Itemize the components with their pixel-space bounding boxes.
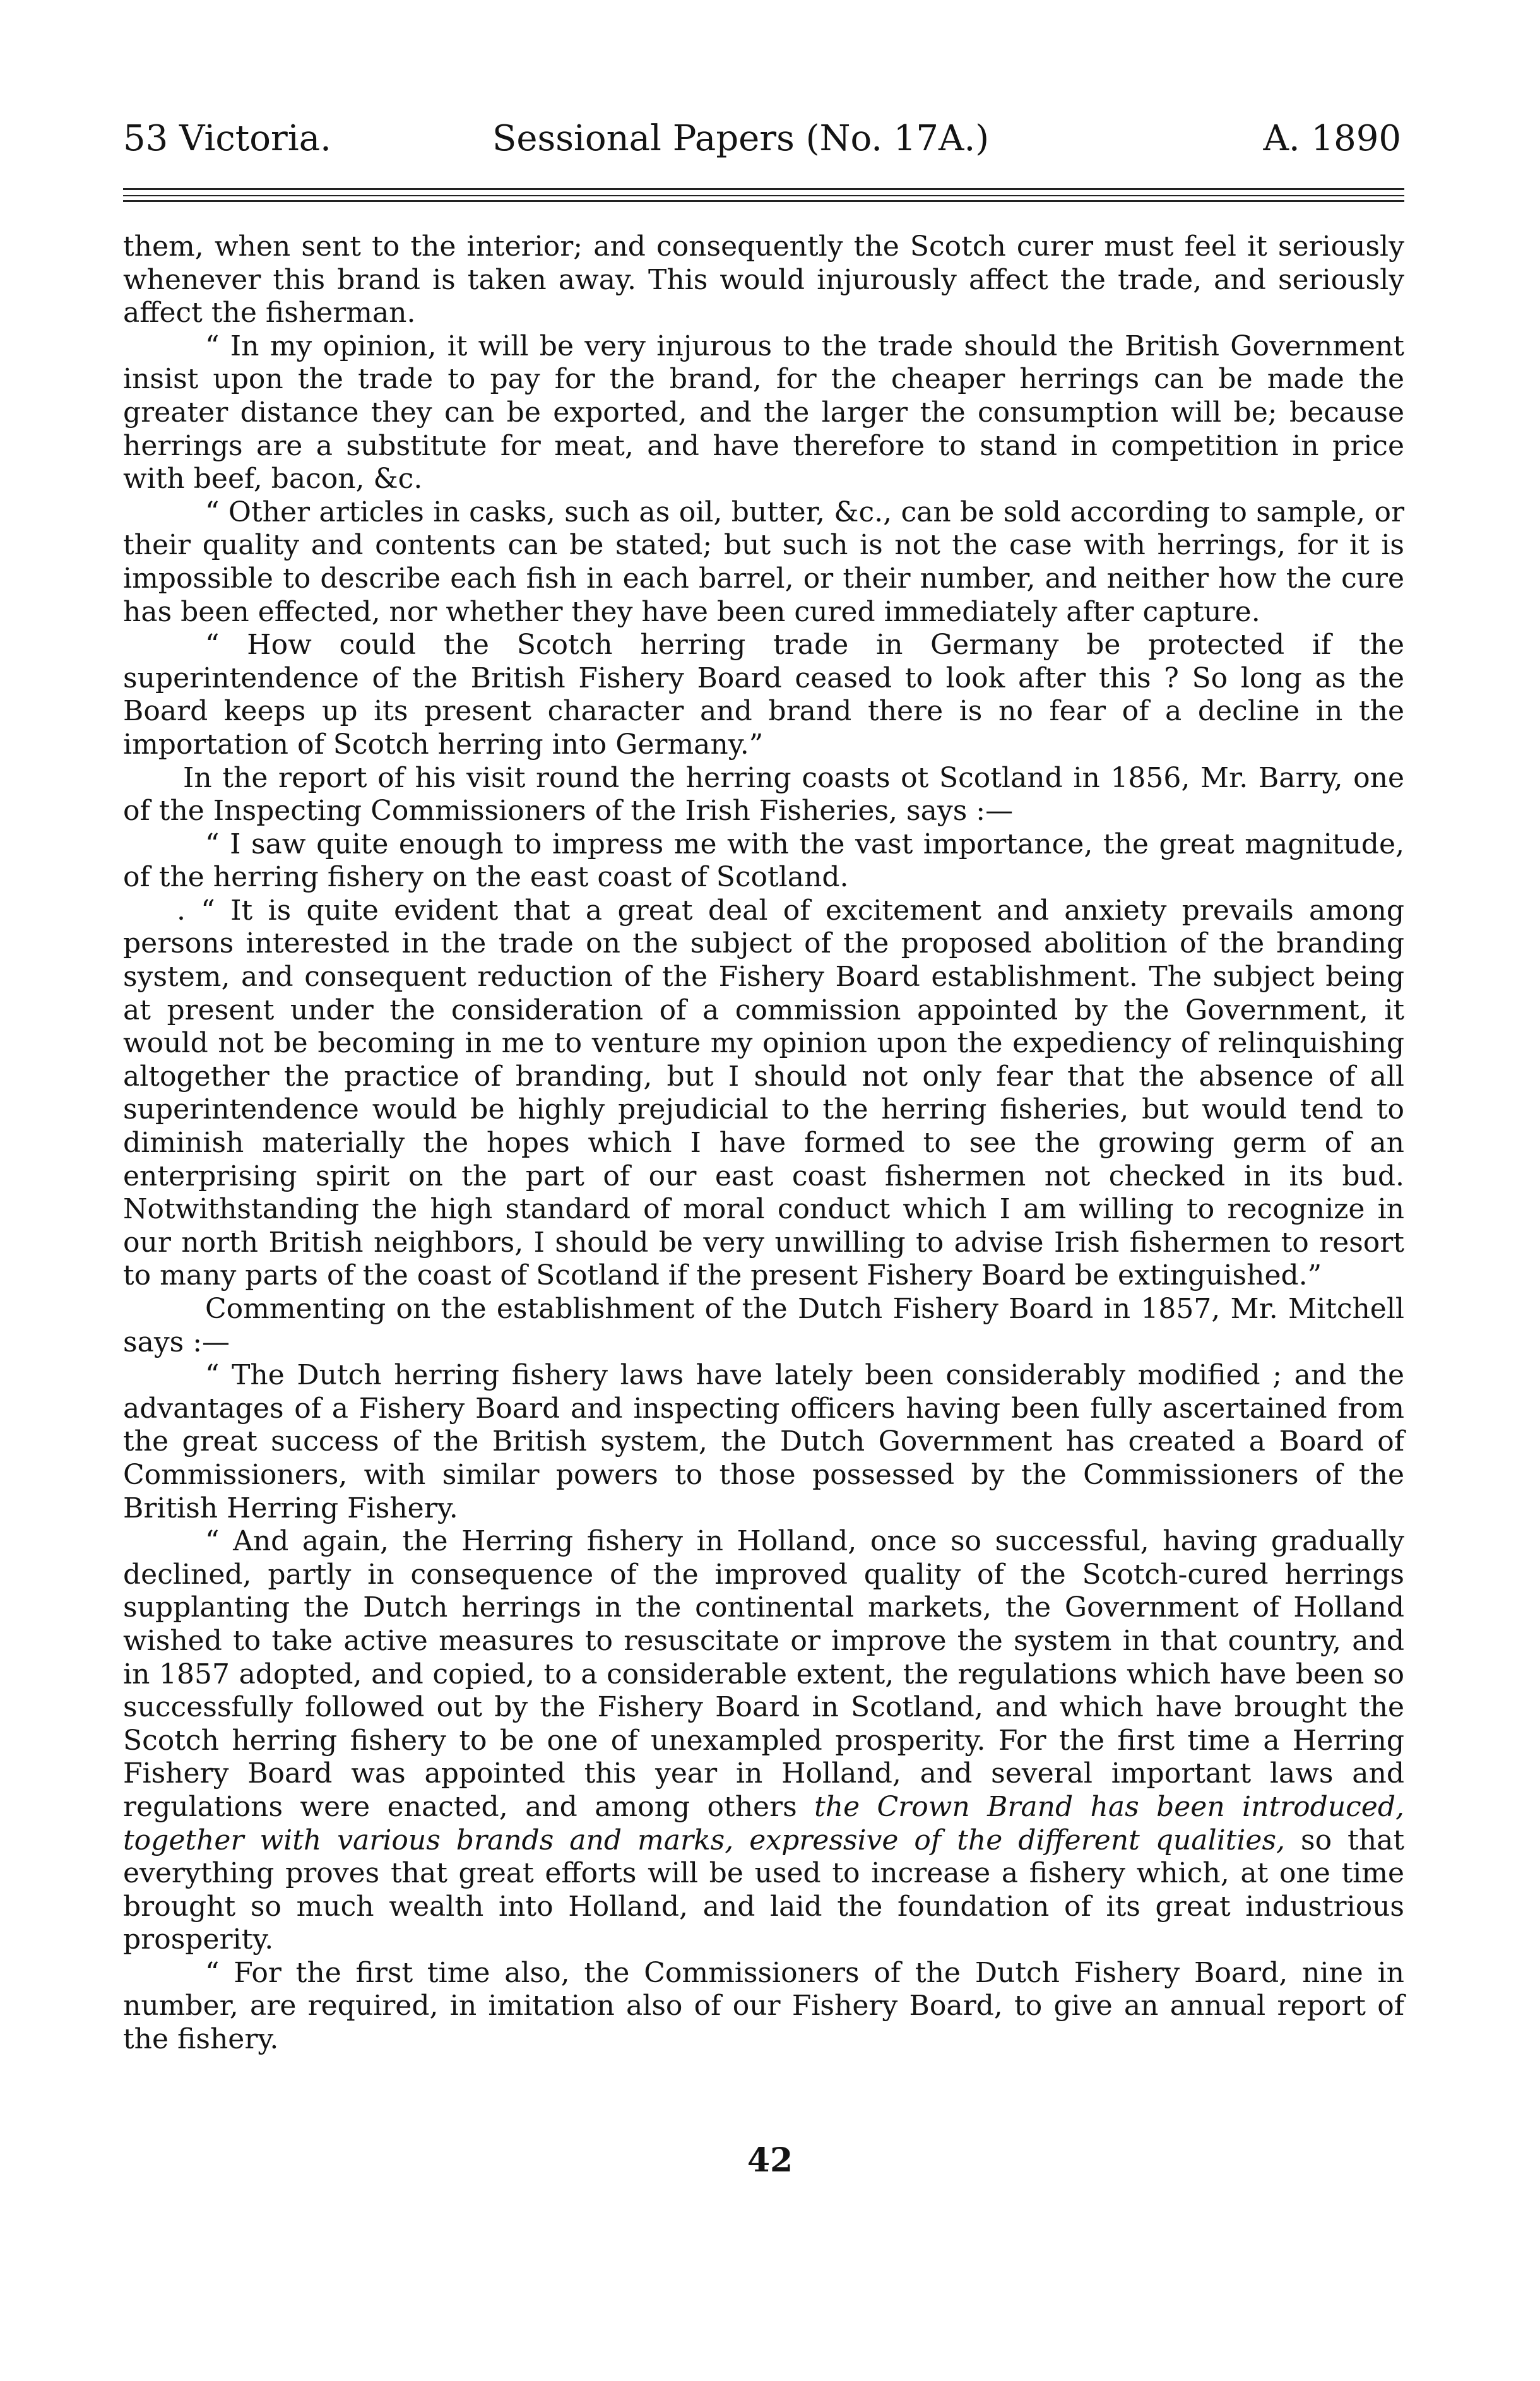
header-rule-top [123,188,1404,190]
paragraph-holland [123,1525,1404,1957]
paragraph-annual-report: “ For the first time also, the Commissioners of the Dutch Fishery Board, nine in number, are required, in imitation also of our Fishery Board, to give an annual report of the fishery. [123,1956,1404,2056]
holland-text-end: so that everything proves that great efforts will be used to increase a fishery which, at one time brought so much wealth into Holland, and laid the foundation of its great industrious prosperity. [123,1824,1404,1956]
header-title: Sessional Papers (No. 17A.) [492,118,990,159]
paragraph-mitchell: Commenting on the establishment of the Dutch Fishery Board in 1857, Mr. Mitchell says :— [123,1293,1404,1358]
paragraph-barry-report: In the report of his visit round the herring coasts ot Scotland in 1856, Mr. Barry, one of the Inspecting Commissioners of the Irish Fisheries, says :— [123,761,1404,828]
holland-text-italic: the Crown Brand has been introduced, together with various brands and marks, expressive of the different qualities, [123,1790,1404,1856]
header-year: A. 1890 [1263,118,1401,159]
paragraph-saw-quite-enough: “ I saw quite enough to impress me with the vast importance, the great magnitude, of the herring fishery on the east coast of Scotland. [123,828,1404,894]
header-rule-bottom [123,200,1404,202]
paragraph-interior: them, when sent to the interior; and consequently the Scotch curer must feel it seriously whenever this brand is taken away. This would injurously affect the trade, and seriously affect the fisherman. [123,230,1404,330]
paragraph-opinion: “ In my opinion, it will be very injurous to the trade should the British Government insist upon the trade to pay for the brand, for the cheaper herrings can be made the greater distance they can be exported, and the larger the consumption will be; because herrings are a substitute for meat, and have therefore to stand in competition in price with beef, bacon, &c. [123,330,1404,496]
paragraph-other-articles: “ Other articles in casks, such as oil, butter, &c., can be sold according to sample, or their quality and contents can be stated; but such is not the case with herrings, for it is impossible to describe each fish in each barrel, or their number, and neither how the cure has been effected, nor whether they have been cured immediately after capture. [123,496,1404,628]
header-rule-middle [123,195,1404,196]
running-header [123,110,1414,167]
body-text [123,230,1404,2057]
paragraph-dutch-laws: “ The Dutch herring fishery laws have lately been considerably modified ; and the advantages of a Fishery Board and inspecting officers having been fully ascertained from the great success of the British system, the Dutch Government has created a Board of Commissioners, with similar powers to those possessed by the Commissioners of the British Herring Fishery. [123,1359,1404,1524]
paragraph-germany: “ How could the Scotch herring trade in Germany be protected if the superintendence of the British Fishery Board ceased to look after this ? So long as the Board keeps up its present character and brand there is no fear of a decline in the importation of Scotch herring into Germany.” [123,629,1404,761]
paragraph-excitement: . “ It is quite evident that a great deal of excitement and anxiety prevails among persons interested in the trade on the subject of the proposed abolition of the branding system, and consequent reduction of the Fishery Board establishment. The subject being at present under the consideration of a commission appointed by the Government, it would not be becoming in me to venture my opinion upon the expediency of relinquishing altogether the practice of branding, but I should not only fear that the absence of all superintendence would be highly prejudicial to the herring fisheries, but would tend to diminish materially the hopes which I have formed to see the growing germ of an enterprising spirit on the part of our east coast fishermen not checked in its bud. Notwithstanding the high standard of moral conduct which I am willing to recognize in our north British neighbors, I should be very unwilling to advise Irish fishermen to resort to many parts of the coast of Scotland if the present Fishery Board be extinguished.” [123,894,1404,1292]
page-number: 42 [747,2141,793,2180]
header-session: 53 Victoria. [123,118,331,159]
holland-text-start: “ And again, the Herring fishery in Holland, once so successful, having gradually declined, partly in consequence of the improved quality of the Scotch-cured herrings supplanting the Dutch herrings in the continental markets, the Government of Holland wished to take active measures to resuscitate or improve the system in that country, and in 1857 adopted, and copied, to a considerable extent, the regulations which have been so successfully followed out by the Fishery Board in Scotland, and which have brought the Scotch herring fishery to be one of unexampled prosperity. For the first time a Herring Fishery Board was appointed this year in Holland, and several important laws and regulations were enacted, and among others [123,1525,1404,1823]
